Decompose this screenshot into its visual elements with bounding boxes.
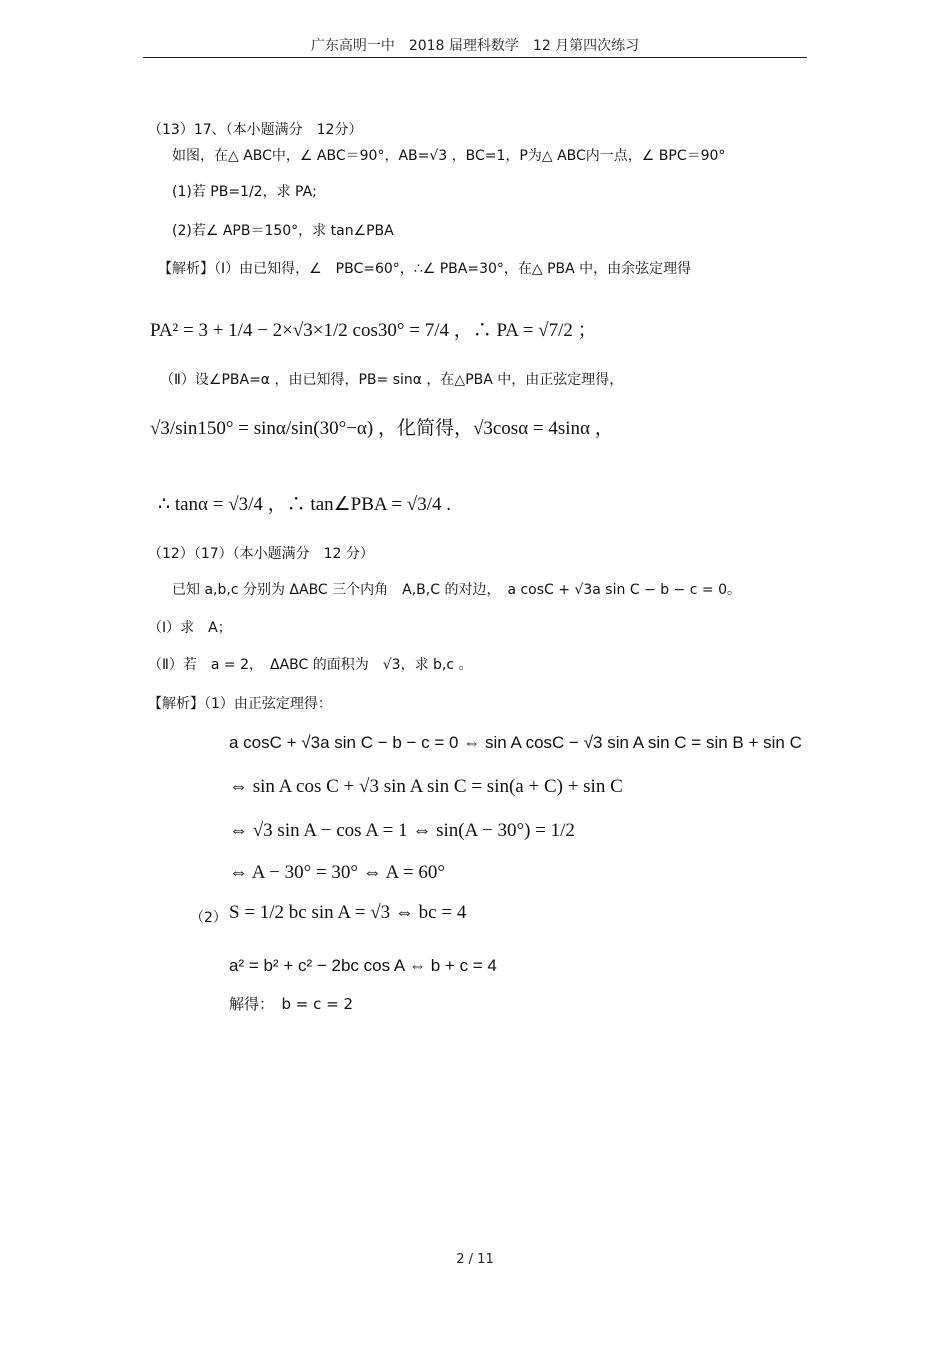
problem12-answer: 解得： b = c = 2 <box>229 995 354 1013</box>
page-number: 2 / 11 <box>456 1252 494 1267</box>
problem12-part2: （Ⅱ）若 a = 2， ΔABC 的面积为 √3，求 b,c 。 <box>148 657 473 673</box>
problem13-sine-law-equation: √3/sin150° = sinα/sin(30°−α) ，化简得，√3cosα = 4sinα ， <box>150 418 614 439</box>
problem12-statement: 已知 a,b,c 分别为 ΔABC 三个内角 A,B,C 的对边， a cosC + √3a sin C − b − c = 0。 <box>172 582 741 598</box>
problem12-equation-5: S = 1/2 bc sin A = √3 ⇔ bc = 4 <box>229 902 467 923</box>
problem13-result: ∴ tanα = √3/4 ，∴ tan∠PBA = √3/4 . <box>158 494 452 515</box>
problem13-part1: (1)若 PB=1/2，求 PA; <box>172 184 317 200</box>
problem13-statement: 如图，在△ ABC中，∠ ABC＝90°，AB=√3 ，BC=1，P为△ ABC内一点，∠ BPC＝90° <box>172 148 726 164</box>
header-title: 广东高明一中 2018 届理科数学 12 月第四次练习 <box>310 38 640 54</box>
problem13-equation-pa: PA² = 3 + 1/4 − 2×√3×1/2 cos30° = 7/4 ，∴ PA = √7/2 ； <box>150 320 597 341</box>
problem12-equation-2: ⇔ sin A cos C + √3 sin A sin C = sin(a + C) + sin C <box>229 776 623 797</box>
problem12-solution-label: 【解析】（1）由正弦定理得： <box>148 696 332 712</box>
problem13-title: （13）17、（本小题满分 12分） <box>148 122 363 138</box>
problem13-solution-intro: 【解析】（Ⅰ）由已知得，∠ PBC=60°，∴∠ PBA=30°，在△ PBA 中，由余弦定理得 <box>158 261 692 277</box>
problem12-equation-6: a² = b² + c² − 2bc cos A ⇔ b + c = 4 <box>229 956 497 975</box>
problem13-part2-setup: （Ⅱ）设∠PBA=α ，由已知得，PB= sinα ，在△PBA 中，由正弦定理得， <box>160 372 624 388</box>
page-header <box>143 35 807 58</box>
problem13-part2: (2)若∠ APB＝150°，求 tan∠PBA <box>172 223 394 239</box>
problem12-title: （12）（17）（本小题满分 12 分） <box>148 546 374 562</box>
problem12-equation-3: ⇔ √3 sin A − cos A = 1 ⇔ sin(A − 30°) = 1/2 <box>229 820 575 841</box>
problem12-part1: （Ⅰ）求 A； <box>148 620 232 636</box>
problem12-part2-label: （2） <box>190 910 227 926</box>
problem12-equation-1: a cosC + √3a sin C − b − c = 0 ⇔ sin A cosC − √3 sin A sin C = sin B + sin C <box>229 733 802 752</box>
problem12-equation-4: ⇔ A − 30° = 30° ⇔ A = 60° <box>229 862 445 883</box>
